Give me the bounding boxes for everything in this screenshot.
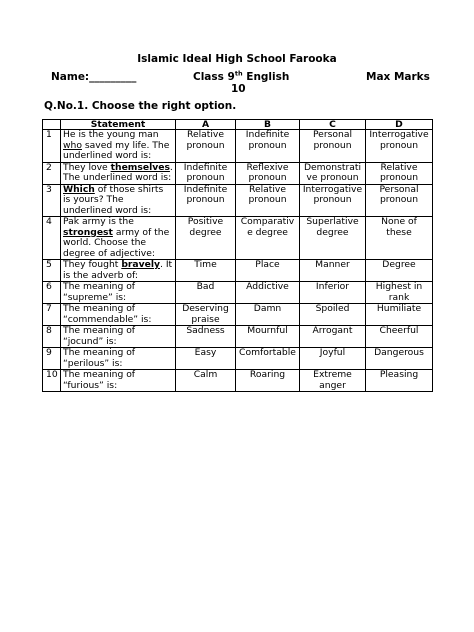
option-b: Relative pronoun [236,184,300,217]
class-superscript: th [234,69,243,78]
statement-cell [61,130,176,163]
option-a: Time [176,260,236,282]
statement-text: The meaning of “supreme” is: [63,281,136,303]
statement-text-rest: . The underlined word is: [63,162,173,183]
table-header-row [43,120,433,130]
statement-cell [61,184,176,217]
option-d: Pleasing [366,370,433,392]
statement-cell [61,348,176,370]
table-row [43,217,433,260]
statement-cell [61,162,176,184]
col-header-number [43,120,61,130]
question-number: 9 [43,348,61,370]
option-a: Deserving praise [176,304,236,326]
option-b: Addictive [236,282,300,304]
class-text: Class 9 [193,71,235,83]
question-number: 3 [43,184,61,217]
statement-text: They love [63,162,111,173]
col-header-a: A [176,120,236,130]
table-row [43,348,433,370]
option-b: Mournful [236,326,300,348]
statement-text: The meaning of “furious” is: [63,369,136,391]
statement-keyword: themselves [110,162,170,173]
option-b: Comparative degree [236,217,300,260]
option-c: Arrogant [300,326,366,348]
question-number: 7 [43,304,61,326]
max-marks-value: 10 [231,83,246,95]
statement-cell [61,217,176,260]
table-row [43,304,433,326]
col-header-c: C [300,120,366,130]
statement-text: They fought [63,259,122,270]
question-title: Q.No.1. Choose the right option. [44,100,237,112]
option-c: Inferior [300,282,366,304]
option-a: Indefinite pronoun [176,162,236,184]
table-row [43,260,433,282]
school-title: Islamic Ideal High School Farooka [137,53,337,65]
table-row [43,326,433,348]
statement-text-rest: army of the world. Choose the degree of adjective: [63,226,170,259]
option-a: Positive degree [176,217,236,260]
statement-cell [61,304,176,326]
statement-text-rest: saved my life. The underlined word is: [63,139,170,161]
max-marks-label: Max Marks [366,71,430,83]
statement-text: The meaning of “commendable” is: [63,303,152,325]
option-a: Relative pronoun [176,130,236,163]
question-number: 10 [43,370,61,392]
option-c: Extreme anger [300,370,366,392]
option-c: Spoiled [300,304,366,326]
statement-text: The meaning of “perilous” is: [63,347,136,369]
option-a: Bad [176,282,236,304]
option-d: Degree [366,260,433,282]
option-d: Personal pronoun [366,184,433,217]
table-row [43,282,433,304]
question-number: 1 [43,130,61,163]
option-d: Cheerful [366,326,433,348]
option-a: Sadness [176,326,236,348]
statement-keyword: Which [63,184,95,195]
option-c: Interrogative pronoun [300,184,366,217]
col-header-d: D [366,120,433,130]
statement-text: The meaning of “jocund” is: [63,325,136,347]
name-label: Name:_________ [51,71,137,83]
option-d: Dangerous [366,348,433,370]
option-c: Manner [300,260,366,282]
question-number: 5 [43,260,61,282]
option-b: Place [236,260,300,282]
table-row [43,162,433,184]
option-a: Indefinite pronoun [176,184,236,217]
option-c: Superlative degree [300,217,366,260]
option-b: Roaring [236,370,300,392]
statement-keyword: strongest [63,226,113,238]
table-row [43,184,433,217]
option-d: None of these [366,217,433,260]
option-d: Relative pronoun [366,162,433,184]
option-b: Comfortable [236,348,300,370]
col-header-statement: Statement [61,120,176,130]
option-c: Joyful [300,348,366,370]
statement-keyword: who [63,139,82,151]
option-d: Interrogative pronoun [366,130,433,163]
option-b: Reflexive pronoun [236,162,300,184]
statement-cell [61,282,176,304]
table-row [43,130,433,163]
question-number: 2 [43,162,61,184]
statement-text: He is the young man [63,129,159,140]
statement-keyword: bravely [121,259,160,270]
option-c: Demonstrative pronoun [300,162,366,184]
statement-text-rest: . It is the adverb of: [63,259,173,281]
option-d: Highest in rank [366,282,433,304]
question-number: 6 [43,282,61,304]
col-header-b: B [236,120,300,130]
statement-text-rest: of those shirts is yours? The underlined word is: [63,184,164,216]
option-a: Calm [176,370,236,392]
option-d: Humiliate [366,304,433,326]
question-number: 4 [43,217,61,260]
statement-cell [61,260,176,282]
statement-cell [61,326,176,348]
option-a: Easy [176,348,236,370]
option-b: Damn [236,304,300,326]
class-subject: English [242,71,290,83]
question-number: 8 [43,326,61,348]
statement-text: Pak army is the [63,216,134,227]
table-row [43,370,433,392]
class-label [193,71,289,83]
mcq-table [42,119,433,392]
option-b: Indefinite pronoun [236,130,300,163]
statement-cell [61,370,176,392]
option-c: Personal pronoun [300,130,366,163]
